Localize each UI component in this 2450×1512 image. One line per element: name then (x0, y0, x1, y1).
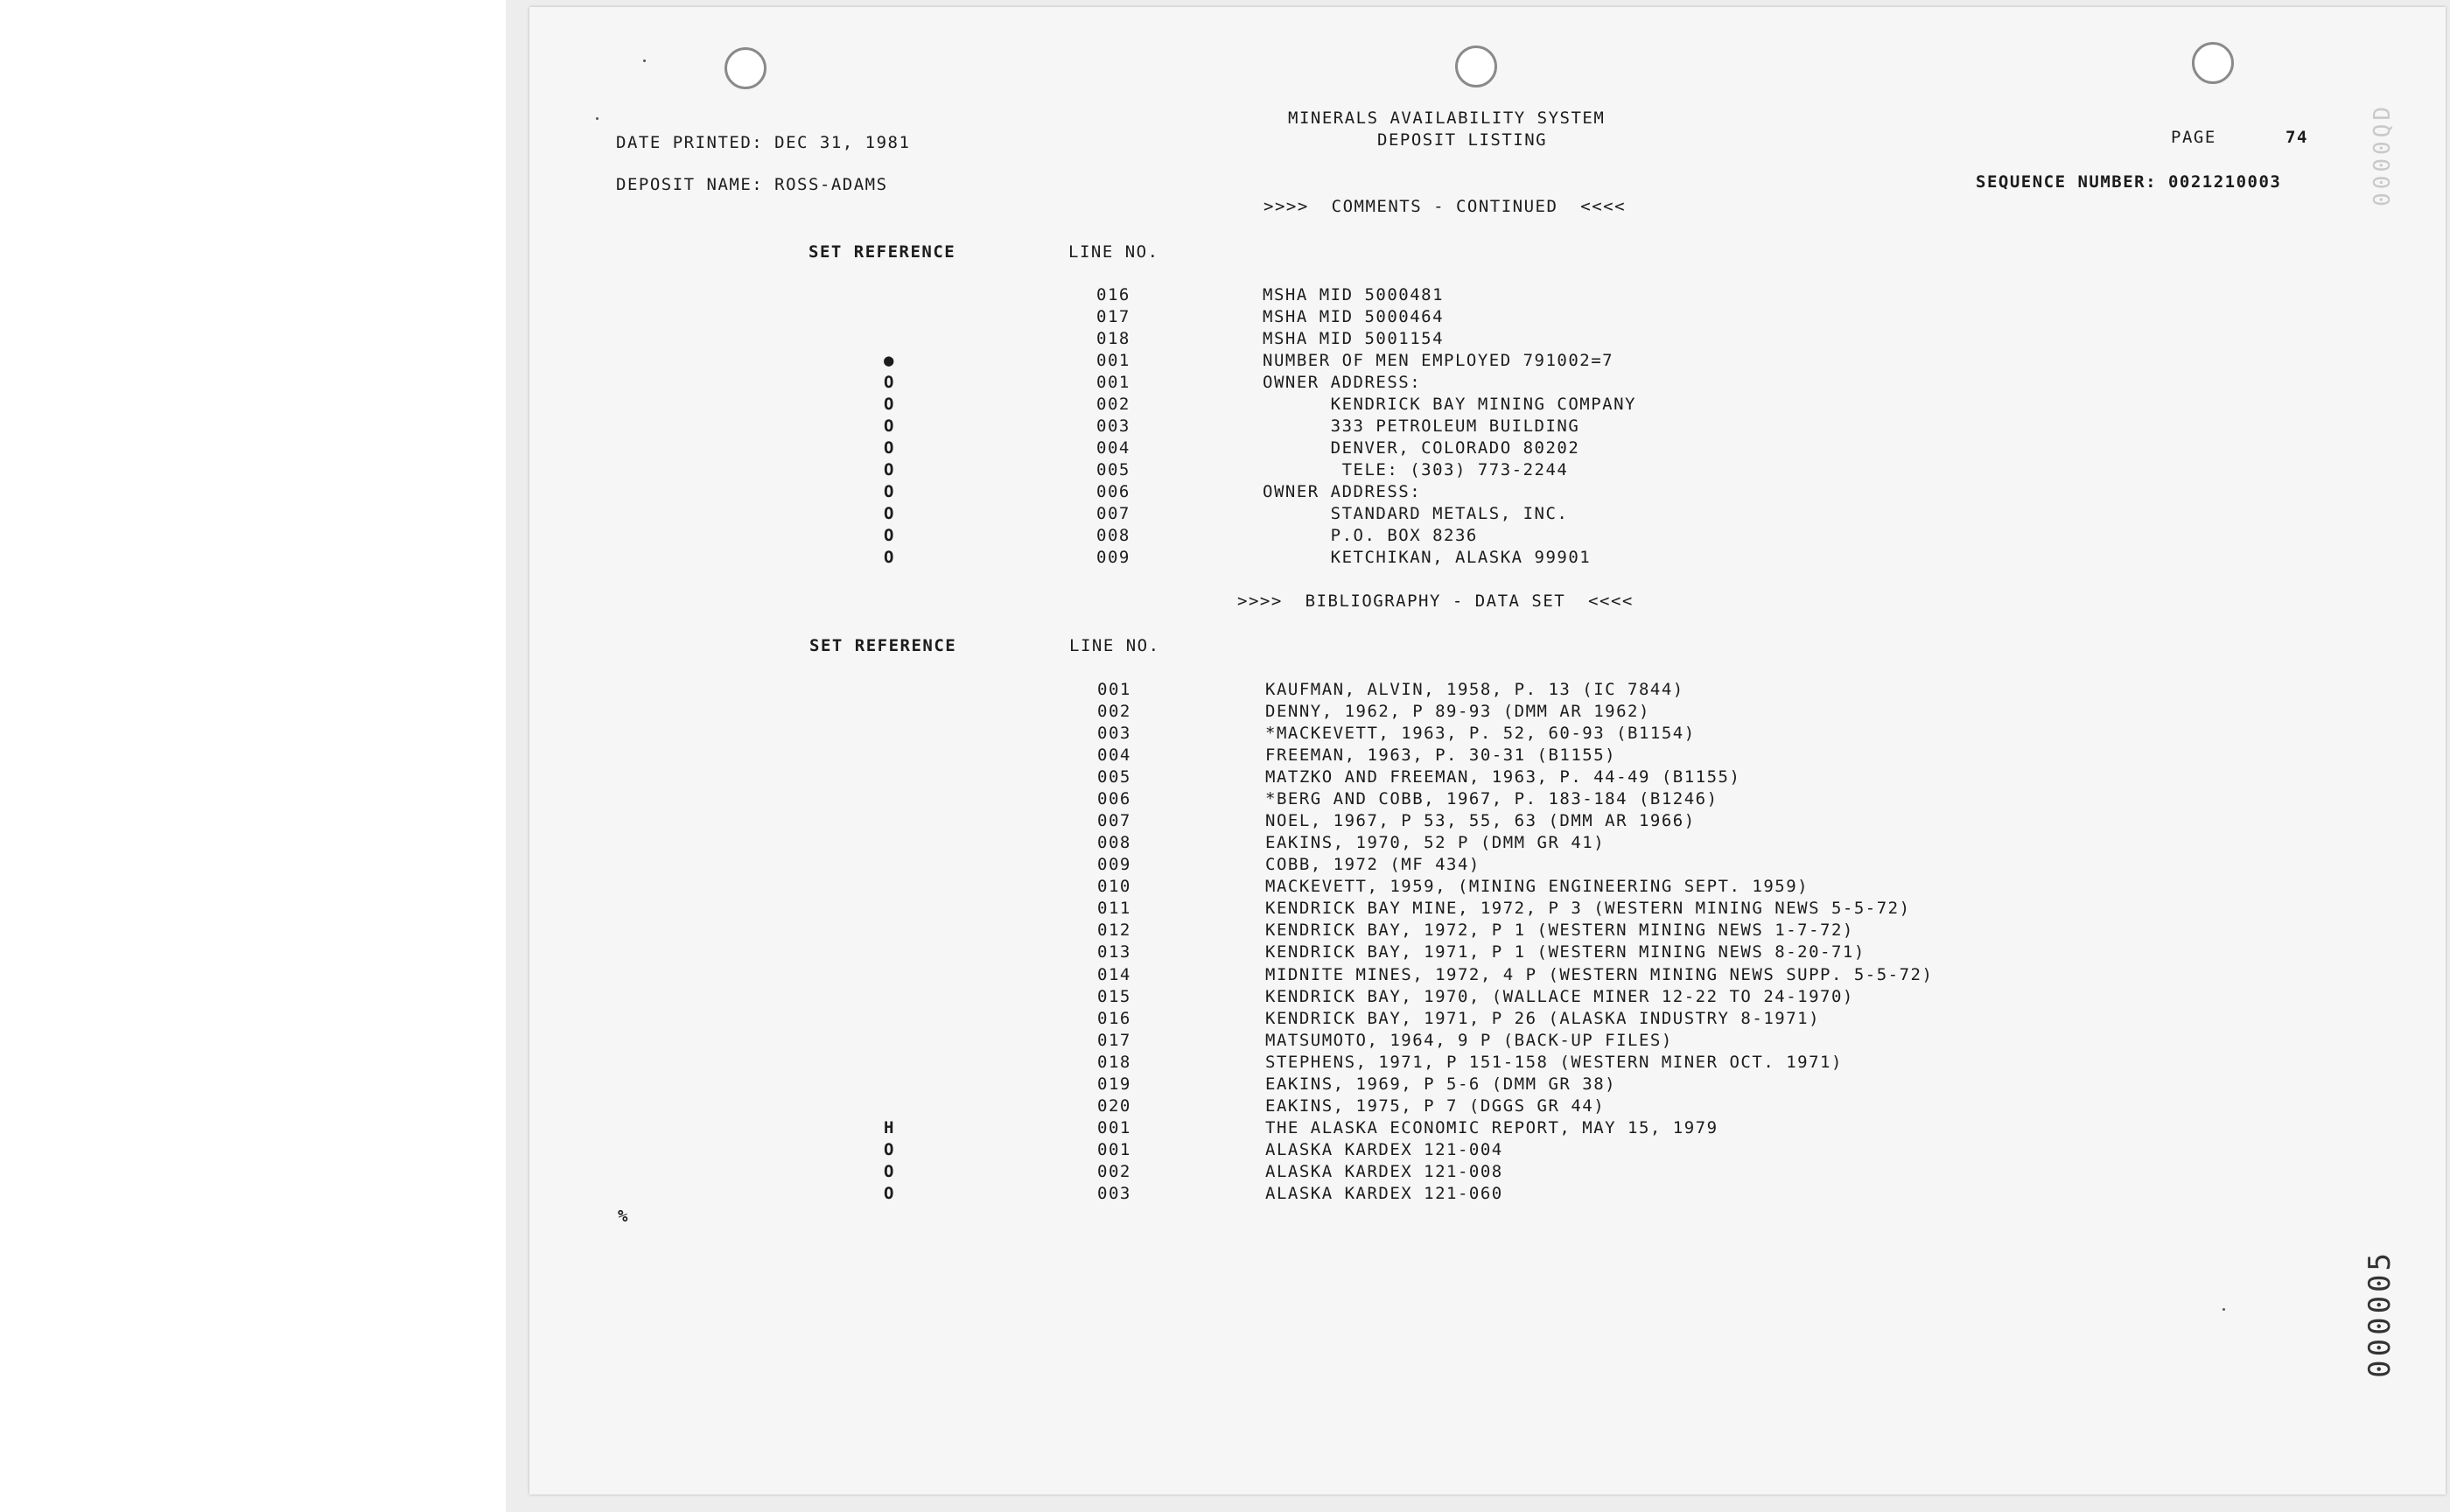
entry-text-cell: *BERG AND COBB, 1967, P. 183-184 (B1246) (1265, 789, 1718, 808)
punch-hole-right (2192, 42, 2234, 84)
line-number-cell: 004 (1097, 746, 1131, 765)
entry-text-cell: ALASKA KARDEX 121-060 (1265, 1184, 1503, 1203)
entry-text-cell: NOEL, 1967, P 53, 55, 63 (DMM AR 1966) (1265, 811, 1696, 830)
set-reference-cell: ● (884, 351, 895, 370)
entry-text-cell: NUMBER OF MEN EMPLOYED 791002=7 (1263, 351, 1614, 370)
set-reference-cell: O (884, 395, 895, 414)
line-number-cell: 005 (1096, 460, 1130, 480)
line-number-cell: 005 (1097, 767, 1131, 787)
set-reference-cell: O (884, 482, 895, 501)
line-number-cell: 002 (1097, 702, 1131, 721)
set-reference-cell: O (884, 526, 895, 545)
line-number-cell: 014 (1097, 965, 1131, 984)
bibliography-line-no-header: LINE NO. (1069, 636, 1160, 655)
line-number-cell: 006 (1097, 789, 1131, 808)
entry-text-cell: TELE: (303) 773-2244 (1263, 460, 1569, 480)
entry-text-cell: EAKINS, 1970, 52 P (DMM GR 41) (1265, 833, 1606, 852)
edge-code-top: 0000QD (2370, 103, 2396, 206)
entry-text-cell: MATSUMOTO, 1964, 9 P (BACK-UP FILES) (1265, 1031, 1673, 1050)
entry-text-cell: MATZKO AND FREEMAN, 1963, P. 44-49 (B1155) (1265, 767, 1741, 787)
line-number-cell: 008 (1096, 526, 1130, 545)
entry-text-cell: KENDRICK BAY, 1971, P 1 (WESTERN MINING NEWS 8-20-71) (1265, 942, 1866, 962)
set-reference-cell: O (884, 438, 895, 458)
entry-text-cell: EAKINS, 1969, P 5-6 (DMM GR 38) (1265, 1074, 1617, 1094)
bibliography-set-reference-header: SET REFERENCE (809, 636, 957, 655)
line-number-cell: 008 (1097, 833, 1131, 852)
set-reference-cell: O (884, 1140, 895, 1159)
entry-text-cell: P.O. BOX 8236 (1263, 526, 1478, 545)
line-number-cell: 013 (1097, 942, 1131, 962)
line-number-cell: 009 (1096, 548, 1130, 567)
line-number-cell: 001 (1097, 1140, 1131, 1159)
entry-text-cell: KENDRICK BAY MINE, 1972, P 3 (WESTERN MINING NEWS 5-5-72) (1265, 899, 1911, 918)
punch-hole-center (1455, 46, 1497, 88)
entry-text-cell: KENDRICK BAY, 1971, P 26 (ALASKA INDUSTRY 8-1971) (1265, 1009, 1821, 1028)
set-reference-cell: O (884, 373, 895, 392)
line-number-cell: 007 (1097, 811, 1131, 830)
punch-hole-left (724, 47, 766, 89)
line-number-cell: 003 (1097, 1184, 1131, 1203)
entry-text-cell: 333 PETROLEUM BUILDING (1263, 416, 1580, 436)
page-label: PAGE (2171, 128, 2216, 147)
line-number-cell: 003 (1097, 724, 1131, 743)
line-number-cell: 020 (1097, 1096, 1131, 1116)
line-number-cell: 001 (1097, 680, 1131, 699)
edge-code-bottom: 000005 (2362, 1250, 2398, 1378)
set-reference-cell: O (884, 1184, 895, 1203)
line-number-cell: 016 (1097, 1009, 1131, 1028)
entry-text-cell: KAUFMAN, ALVIN, 1958, P. 13 (IC 7844) (1265, 680, 1684, 699)
entry-text-cell: COBB, 1972 (MF 434) (1265, 855, 1480, 874)
entry-text-cell: OWNER ADDRESS: (1263, 482, 1422, 501)
page-number: 74 (2286, 128, 2308, 147)
line-number-cell: 002 (1097, 1162, 1131, 1181)
line-number-cell: 019 (1097, 1074, 1131, 1094)
entry-text-cell: DENNY, 1962, P 89-93 (DMM AR 1962) (1265, 702, 1650, 721)
line-number-cell: 001 (1096, 373, 1130, 392)
entry-text-cell: MSHA MID 5000481 (1263, 285, 1445, 304)
comments-heading: >>>> COMMENTS - CONTINUED <<<< (1264, 197, 1627, 216)
entry-text-cell: MACKEVETT, 1959, (MINING ENGINEERING SEPT. 1959) (1265, 877, 1810, 896)
set-reference-cell: O (884, 548, 895, 567)
line-number-cell: 018 (1096, 329, 1130, 348)
line-number-cell: 018 (1097, 1053, 1131, 1072)
line-number-cell: 004 (1096, 438, 1130, 458)
set-reference-cell: O (884, 460, 895, 480)
entry-text-cell: MSHA MID 5001154 (1263, 329, 1445, 348)
line-number-cell: 011 (1097, 899, 1131, 918)
line-number-cell: 002 (1096, 395, 1130, 414)
comments-set-reference-header: SET REFERENCE (808, 242, 956, 262)
entry-text-cell: THE ALASKA ECONOMIC REPORT, MAY 15, 1979 (1265, 1118, 1718, 1138)
entry-text-cell: OWNER ADDRESS: (1263, 373, 1422, 392)
entry-text-cell: ALASKA KARDEX 121-004 (1265, 1140, 1503, 1159)
bibliography-heading: >>>> BIBLIOGRAPHY - DATA SET <<<< (1237, 592, 1634, 611)
line-number-cell: 017 (1096, 307, 1130, 326)
sequence-number: SEQUENCE NUMBER: 0021210003 (1976, 172, 2282, 192)
entry-text-cell: KENDRICK BAY, 1970, (WALLACE MINER 12-22 TO 24-1970) (1265, 987, 1854, 1006)
report-subtitle: DEPOSIT LISTING (1377, 130, 1548, 150)
scan-speck (643, 60, 646, 62)
entry-text-cell: KENDRICK BAY, 1972, P 1 (WESTERN MINING NEWS 1-7-72) (1265, 920, 1854, 940)
line-number-cell: 012 (1097, 920, 1131, 940)
entry-text-cell: KETCHIKAN, ALASKA 99901 (1263, 548, 1592, 567)
line-number-cell: 001 (1097, 1118, 1131, 1138)
entry-text-cell: STANDARD METALS, INC. (1263, 504, 1569, 523)
line-number-cell: 007 (1096, 504, 1130, 523)
entry-text-cell: STEPHENS, 1971, P 151-158 (WESTERN MINER OCT. 1971) (1265, 1053, 1843, 1072)
entry-text-cell: ALASKA KARDEX 121-008 (1265, 1162, 1503, 1181)
entry-text-cell: MIDNITE MINES, 1972, 4 P (WESTERN MINING NEWS SUPP. 5-5-72) (1265, 965, 1934, 984)
line-number-cell: 001 (1096, 351, 1130, 370)
line-number-cell: 016 (1096, 285, 1130, 304)
entry-text-cell: FREEMAN, 1963, P. 30-31 (B1155) (1265, 746, 1617, 765)
entry-text-cell: *MACKEVETT, 1963, P. 52, 60-93 (B1154) (1265, 724, 1696, 743)
report-title: MINERALS AVAILABILITY SYSTEM (1288, 108, 1606, 128)
line-number-cell: 006 (1096, 482, 1130, 501)
entry-text-cell: EAKINS, 1975, P 7 (DGGS GR 44) (1265, 1096, 1606, 1116)
comments-line-no-header: LINE NO. (1068, 242, 1159, 262)
line-number-cell: 017 (1097, 1031, 1131, 1050)
entry-text-cell: DENVER, COLORADO 80202 (1263, 438, 1580, 458)
deposit-name: DEPOSIT NAME: ROSS-ADAMS (616, 175, 888, 194)
entry-text-cell: KENDRICK BAY MINING COMPANY (1263, 395, 1636, 414)
set-reference-cell: H (884, 1118, 895, 1138)
line-number-cell: 003 (1096, 416, 1130, 436)
footer-percent-mark: % (618, 1207, 629, 1226)
line-number-cell: 015 (1097, 987, 1131, 1006)
scan-speck (2222, 1308, 2225, 1311)
set-reference-cell: O (884, 416, 895, 436)
line-number-cell: 010 (1097, 877, 1131, 896)
set-reference-cell: O (884, 1162, 895, 1181)
line-number-cell: 009 (1097, 855, 1131, 874)
date-printed: DATE PRINTED: DEC 31, 1981 (616, 133, 911, 152)
set-reference-cell: O (884, 504, 895, 523)
scan-speck (596, 117, 598, 120)
entry-text-cell: MSHA MID 5000464 (1263, 307, 1445, 326)
